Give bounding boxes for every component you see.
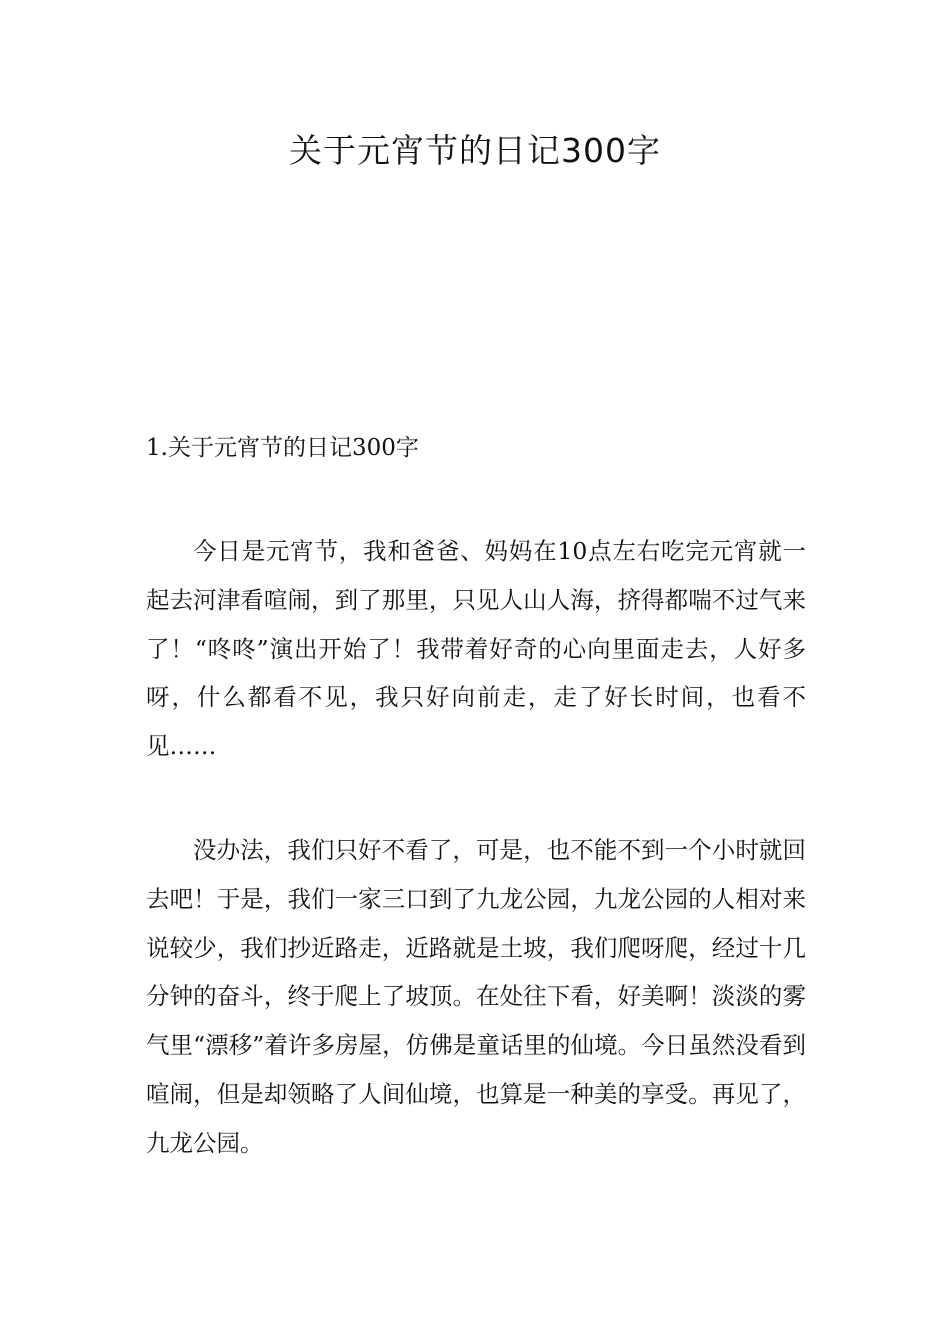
paragraph-2: 没办法，我们只好不看了，可是，也不能不到一个小时就回去吧！于是，我们一家三口到了九龙公园，九龙公园的人相对来说较少，我们抄近路走，近路就是土坡，我们爬呀爬，经过十几分钟的奋斗，终于爬上了坡顶。在处往下看，好美啊！淡淡的雾气里“漂移”着许多房屋，仿佛是童话里的仙境。今日虽然没看到喧闹，但是却领略了人间仙境，也算是一种美的享受。再见了，九龙公园。	[146, 836, 806, 1157]
section-heading: 1.关于元宵节的日记300字	[146, 435, 419, 461]
paragraph-1: 今日是元宵节，我和爸爸、妈妈在10点左右吃完元宵就一起去河津看喧闹，到了那里，只见人山人海，挤得都喘不过气来了！“咚咚”演出开始了！我带着好奇的心向里面走去，人好多呀，什么都看不见，我只好向前走，走了好长时间，也看不见……	[146, 537, 806, 761]
document-title: 关于元宵节的日记300字	[289, 131, 661, 170]
